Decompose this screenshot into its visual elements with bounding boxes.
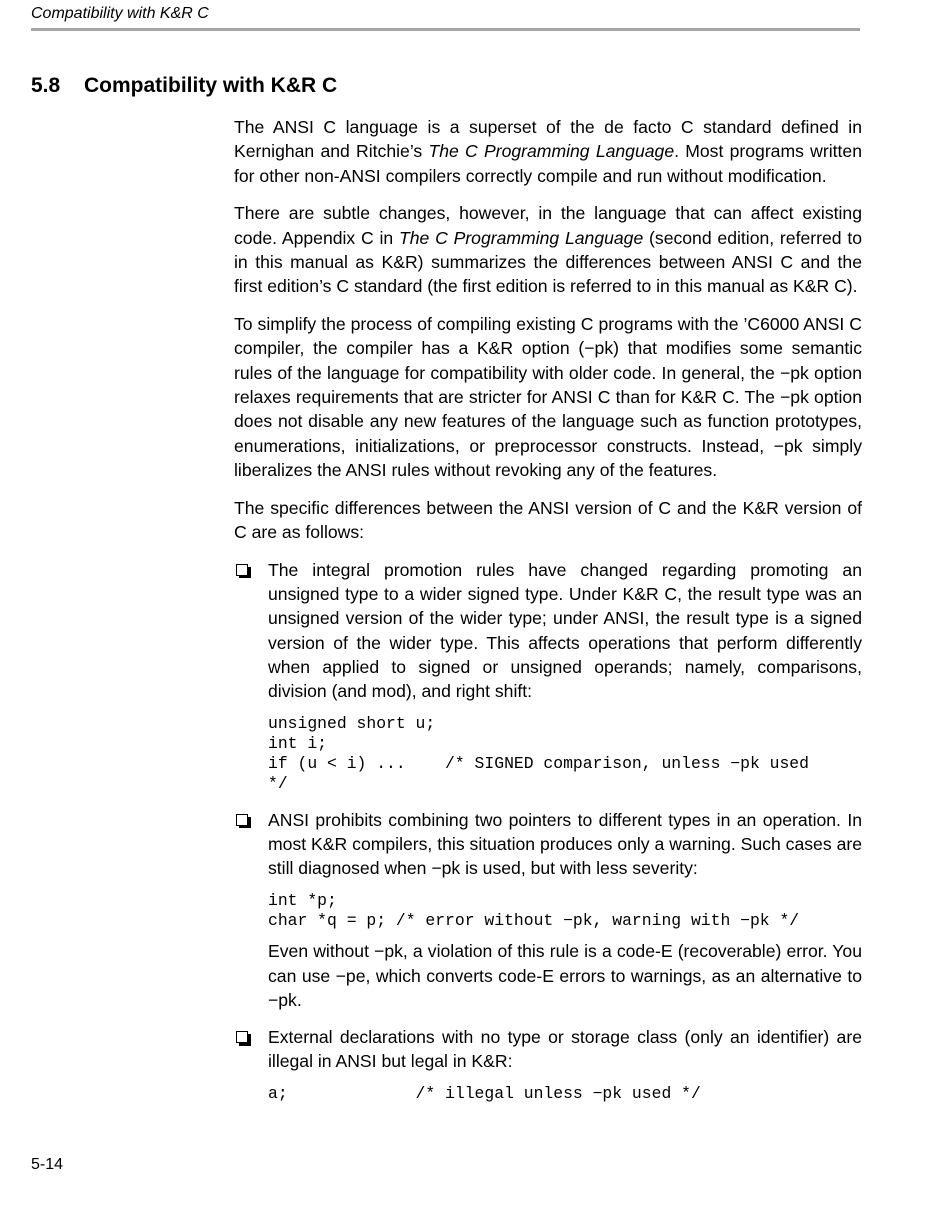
list-item	[234, 558, 862, 795]
list-item	[234, 1025, 862, 1104]
paragraph: To simplify the process of compiling existing C programs with the ’C6000 ANSI C compiler, the compiler has a K&R option (−pk) that modifies some semantic rules of the language for compatibility with older code. In general, the −pk option relaxes requirements that are stricter for ANSI C than for K&R C. The −pk option does not disable any new features of the language such as function prototypes, enumerations, initializations, or preprocessor constructs. Instead, −pk simply liberalizes the ANSI rules without revoking any of the features.	[234, 314, 862, 480]
section-title: Compatibility with K&R C	[84, 74, 338, 97]
book-title: The C Programming Language	[398, 227, 644, 248]
body-text	[234, 115, 862, 1117]
header-rule	[31, 28, 860, 31]
page-number: 5-14	[31, 1156, 64, 1173]
bullet-text: The integral promotion rules have changed regarding promoting an unsigned type to a wider signed type. Under K&R C, the result type was an unsigned version of the wider type; under ANSI, the result type is a signed version of the wider type. This affects operations that perform differently when applied to signed or unsigned operands; namely, comparisons, division (and mod), and right shift:	[268, 559, 862, 702]
paragraph: There are subtle changes, however, in the language that can affect existing code. Appendix C in The C Programming Language (second edition, referred to in this manual as K&R) summarizes the differences between ANSI C and the first edition’s C standard (the first edition is referred to in this manual as K&R C).	[234, 203, 863, 297]
checkbox-bullet-icon	[236, 564, 248, 576]
running-header: Compatibility with K&R C	[31, 5, 209, 22]
book-title: The C Programming Language	[428, 141, 675, 162]
list-item	[234, 808, 862, 1012]
checkbox-bullet-icon	[236, 814, 248, 826]
bullet-text: External declarations with no type or storage class (only an identifier) are illegal in ANSI but legal in K&R:	[268, 1027, 862, 1072]
bullet-followup-text: Even without −pk, a violation of this rule is a code-E (recoverable) error. You can use −pe, which converts code-E errors to warnings, as an alternative to −pk.	[268, 941, 862, 1010]
code-example: int *p; char *q = p; /* error without −pk, warning with −pk */	[268, 890, 800, 930]
code-example: unsigned short u; int i; if (u < i) ... /* SIGNED comparison, unless −pk used */	[268, 713, 809, 794]
code-example: a; /* illegal unless −pk used */	[268, 1083, 701, 1103]
paragraph: The specific differences between the ANSI version of C and the K&R version of C are as follows:	[234, 497, 862, 542]
section-number: 5.8	[31, 74, 61, 97]
checkbox-bullet-icon	[236, 1031, 248, 1043]
difference-list	[234, 558, 862, 1104]
paragraph: The ANSI C language is a superset of the de facto C standard defined in Kernighan and Ritchie’s The C Programming Language. Most programs written for other non-ANSI compilers correctly compile and run without modification.	[234, 117, 862, 186]
section-heading	[31, 74, 337, 98]
bullet-text: ANSI prohibits combining two pointers to different types in an operation. In most K&R compilers, this situation produces only a warning. Such cases are still diagnosed when −pk is used, but with less severity:	[268, 809, 862, 879]
